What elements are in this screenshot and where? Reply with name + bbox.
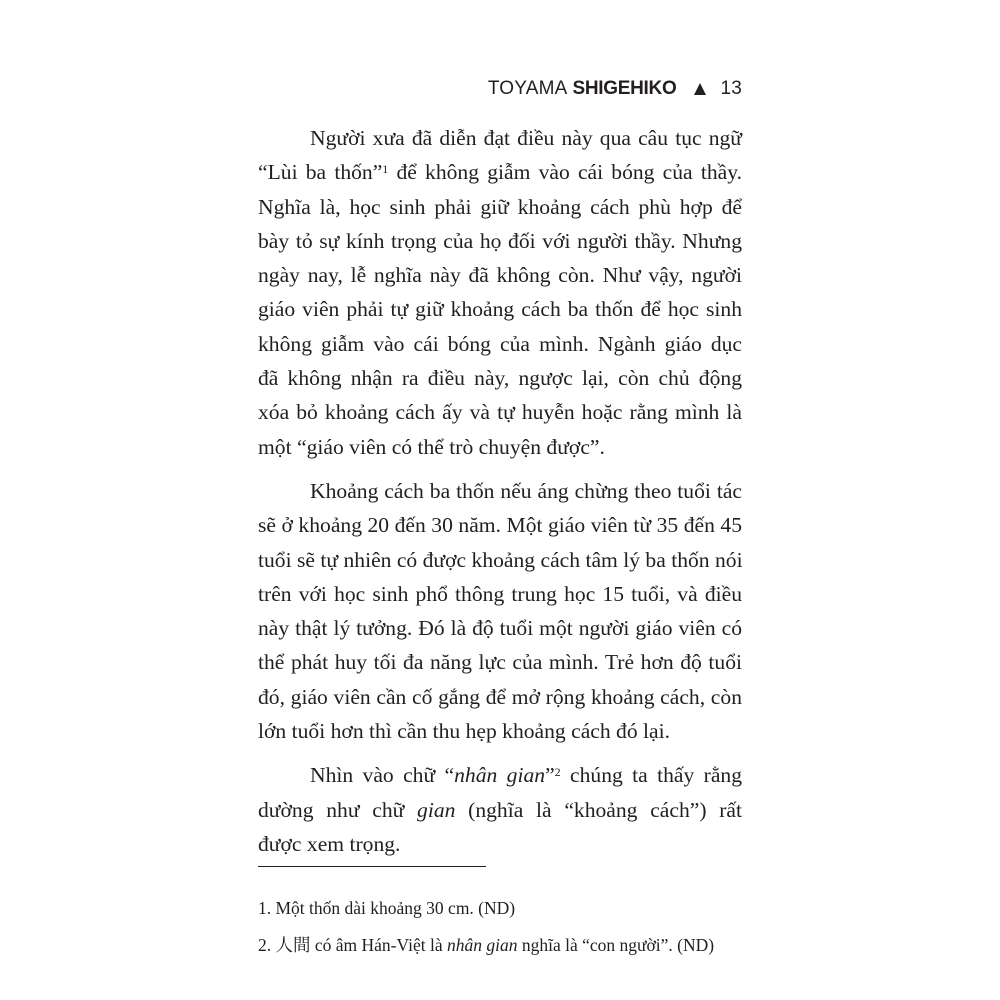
page-number: 13 [720,78,742,99]
italic-term: nhân gian [454,763,546,788]
text-run: ” [545,763,555,788]
text-line [258,361,742,395]
text-line [258,224,742,258]
text-run: đã không nhận ra điều này, ngược lại, còn chủ động [258,366,742,391]
text-run: 2. 人間 có âm Hán-Việt là [258,935,447,955]
footnote-divider [258,866,486,867]
text-line [258,292,742,326]
paragraph [258,121,742,464]
italic-term: nhân gian [446,935,518,955]
text-line [258,190,742,224]
text-line [258,543,742,577]
text-run: một “giáo viên có thể trò chuyện được”. [258,434,605,459]
text-line [258,577,742,611]
text-run: Nhìn vào chữ “ [310,763,455,788]
text-run: chúng ta thấy rằng [560,763,742,788]
footnotes [258,890,758,964]
author-surname: SHIGEHIKO [572,78,677,99]
text-run: ngày nay, lễ nghĩa này đã không còn. Như vậy, người [258,263,742,288]
text-run: lớn tuổi hơn thì cần thu hẹp khoảng cách đó lại. [258,719,671,744]
text-run: (nghĩa là “khoảng cách”) rất [455,797,743,822]
text-run: trên với học sinh phổ thông trung học 15 tuổi, và điều [258,581,742,606]
text-line [258,258,742,292]
paragraph-gap [258,464,742,474]
running-header [488,78,742,100]
text-line [258,395,742,429]
text-run: không giẫm vào cái bóng của mình. Ngành giáo dục [258,331,742,356]
text-run: nghĩa là “con người”. (ND) [517,935,715,955]
text-run: đó, giáo viên cần cố gắng để mở rộng khoảng cách, còn [258,684,742,709]
text-line [258,474,742,508]
text-run: Người xưa đã diễn đạt điều này qua câu tục ngữ [310,126,742,150]
text-line [258,827,742,861]
text-line [258,155,742,189]
text-run: được xem trọng. [258,831,401,856]
text-run: tuổi sẽ tự nhiên có được khoảng cách tâm lý ba thốn nói [258,547,743,572]
text-line [258,714,742,748]
italic-term: gian [417,797,456,822]
text-run: thể phát huy tối đa năng lực của mình. Trẻ hơn độ tuổi [258,650,742,675]
text-run: dường như chữ [258,797,418,822]
text-run: giáo viên phải tự giữ khoảng cách ba thốn để học sinh [258,297,742,322]
text-run: “Lùi ba thốn” [258,160,383,185]
text-line [258,430,742,464]
text-run: Khoảng cách ba thốn nếu áng chừng theo tuổi tác [310,478,742,503]
author-given-name: TOYAMA [487,78,568,99]
text-line [258,680,742,714]
text-line [258,645,742,679]
text-line [258,327,742,361]
text-run: sẽ ở khoảng 20 đến 30 năm. Một giáo viên từ 35 đến 45 [258,513,742,538]
text-line [258,121,742,155]
triangle-icon [694,83,706,95]
paragraph [258,474,742,748]
text-line [258,758,742,792]
paragraph [258,758,742,861]
text-run: xóa bỏ khoảng cách ấy và tự huyễn hoặc rằng mình là [258,400,742,425]
text-run: 1. Một thốn dài khoảng 30 cm. (ND) [258,898,516,918]
body-text [258,121,742,861]
text-run: bày tỏ sự kính trọng của họ đối với người thầy. Nhưng [258,228,742,253]
footnote-marker: 1 [382,162,389,177]
footnote [258,927,758,964]
footnote [258,890,758,927]
text-line [258,793,742,827]
text-run: để không giẫm vào cái bóng của thầy. [388,160,742,185]
text-run: Nghĩa là, học sinh phải giữ khoảng cách phù hợp để [258,194,742,219]
footnote-marker: 2 [554,765,561,780]
text-line [258,611,742,645]
paragraph-gap [258,748,742,758]
text-line [258,508,742,542]
text-run: này thật lý tưởng. Đó là độ tuổi một người giáo viên có [258,616,742,641]
